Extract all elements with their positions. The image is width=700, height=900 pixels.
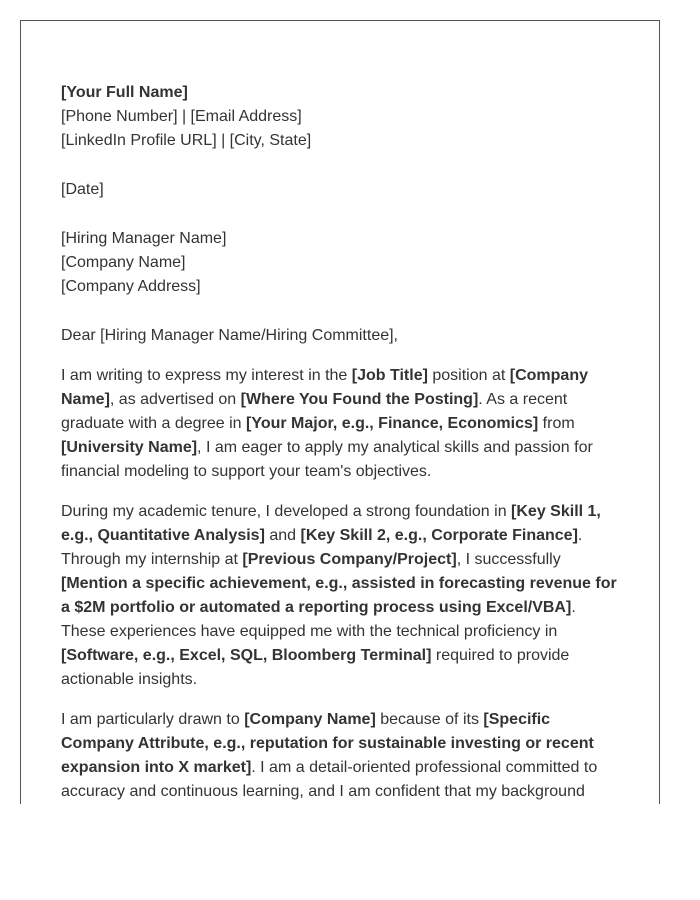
- recipient-address: [Company Address]: [61, 278, 201, 295]
- sender-contact-line-2: [LinkedIn Profile URL] | [City, State]: [61, 132, 312, 149]
- letter-date: [Date]: [61, 181, 104, 198]
- recipient-block: [61, 227, 623, 299]
- paragraph-intro: I am writing to express my interest in the [Job Title] position at [Company Name], as advertised on [Where You Found the Posting]. As a recent graduate with a degree in [Your Major, e.g., Finance, Economics] from [University Name], I am eager to apply my analytical skills and passion for financial modeling to support your team's objectives.: [61, 367, 593, 480]
- sender-name: [Your Full Name]: [61, 84, 188, 101]
- paragraph-experience: During my academic tenure, I developed a strong foundation in [Key Skill 1, e.g., Quantitative Analysis] and [Key Skill 2, e.g., Corporate Finance]. Through my internship at [Previous Company/Project], I successfully [Mention a specific achievement, e.g., assisted in forecasting revenue for a $2M portfolio or automated a reporting process using Excel/VBA]. These experiences have equipped me with the technical proficiency in [Software, e.g., Excel, SQL, Bloomberg Terminal] required to provide actionable insights.: [61, 503, 617, 688]
- recipient-company: [Company Name]: [61, 254, 186, 271]
- salutation: Dear [Hiring Manager Name/Hiring Committee],: [61, 327, 398, 344]
- paragraph-motivation: I am particularly drawn to [Company Name] because of its [Specific Company Attribute, e.g., reputation for sustainable investing or recent expansion into X market]. I am a detail-oriented professional committed to accuracy and continuous learning, and I am confident that my background: [61, 711, 598, 800]
- recipient-manager: [Hiring Manager Name]: [61, 230, 227, 247]
- letter-page: [20, 20, 660, 804]
- sender-block: [61, 81, 623, 153]
- letter-body: [61, 81, 623, 804]
- sender-contact-line-1: [Phone Number] | [Email Address]: [61, 108, 302, 125]
